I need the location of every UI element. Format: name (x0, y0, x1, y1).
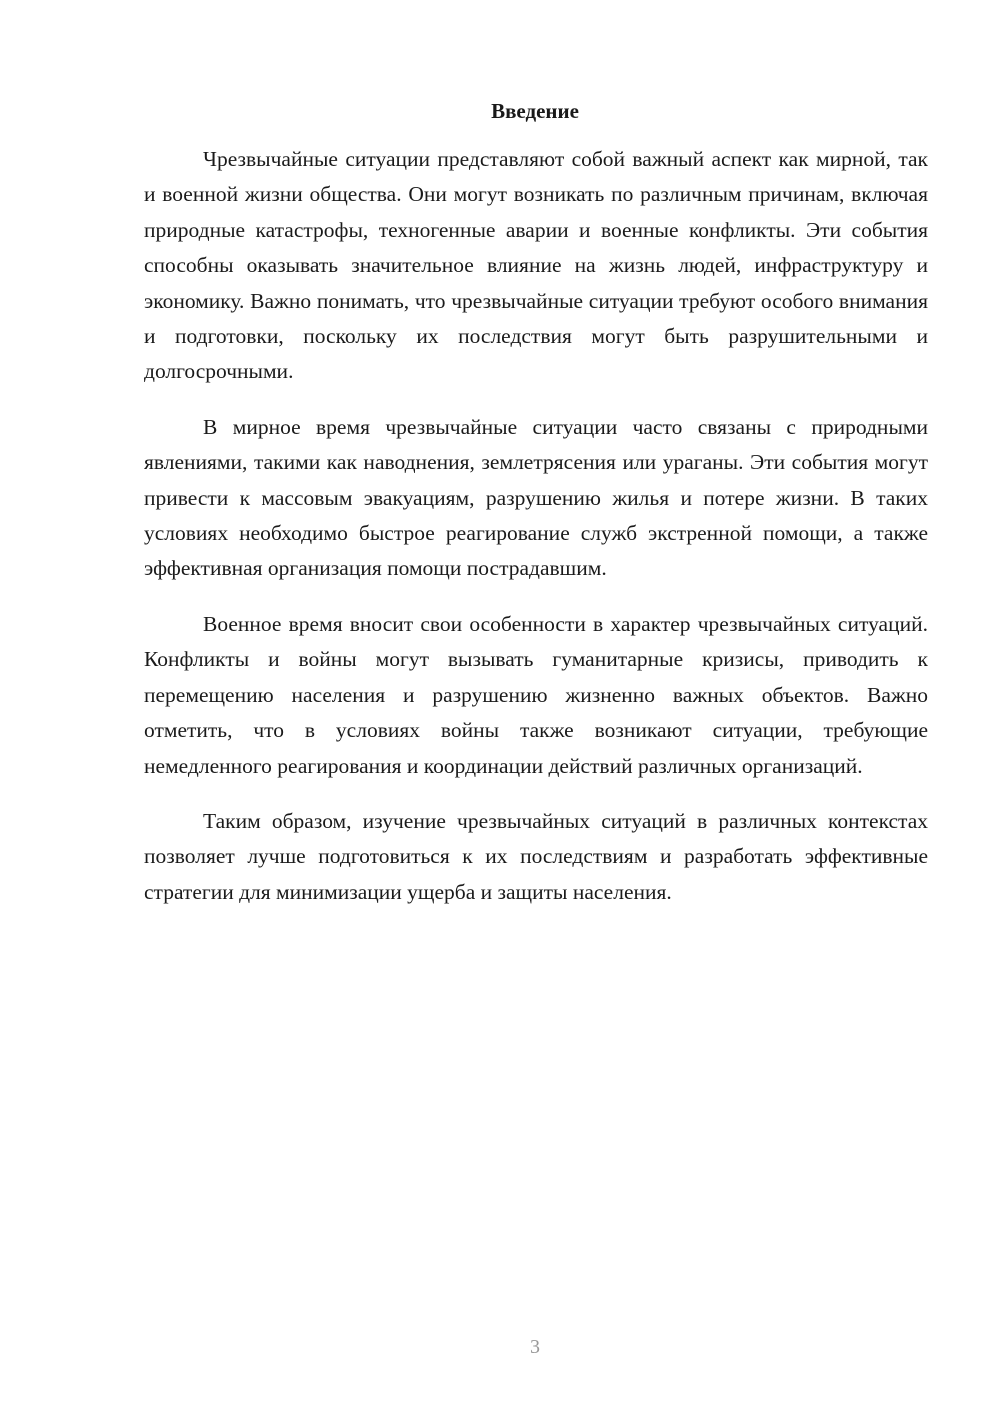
paragraph: Чрезвычайные ситуации представляют собой важный аспект как мирной, так и военной жизни общества. Они могут возникать по различным причинам, включая природные катастрофы, техногенные аварии и военные конфликты. Эти события способны оказывать значительное влияние на жизнь людей, инфраструктуру и экономику. Важно понимать, что чрезвычайные ситуации требуют особого внимания и подготовки, поскольку их последствия могут быть разрушительными и долгосрочными. (144, 147, 928, 384)
page-number: 3 (530, 1336, 540, 1358)
paragraph: Таким образом, изучение чрезвычайных ситуаций в различных контекстах позволяет лучше подготовиться к их последствиям и разработать эффективные стратегии для минимизации ущерба и защиты населения. (144, 808, 928, 904)
body-text (144, 142, 928, 930)
paragraph: В мирное время чрезвычайные ситуации часто связаны с природными явлениями, такими как наводнения, землетрясения или ураганы. Эти события могут привести к массовым эвакуациям, разрушению жилья и потере жизни. В таких условиях необходимо быстрое реагирование служб экстренной помощи, а также эффективная организация помощи пострадавшим. (144, 414, 928, 581)
paragraph: Военное время вносит свои особенности в характер чрезвычайных ситуаций. Конфликты и войны могут вызывать гуманитарные кризисы, приводить к перемещению населения и разрушению жизненно важных объектов. Важно отметить, что в условиях войны также возникают ситуации, требующие немедленного реагирования и координации действий различных организаций. (144, 611, 928, 778)
section-title: Введение (491, 99, 579, 123)
